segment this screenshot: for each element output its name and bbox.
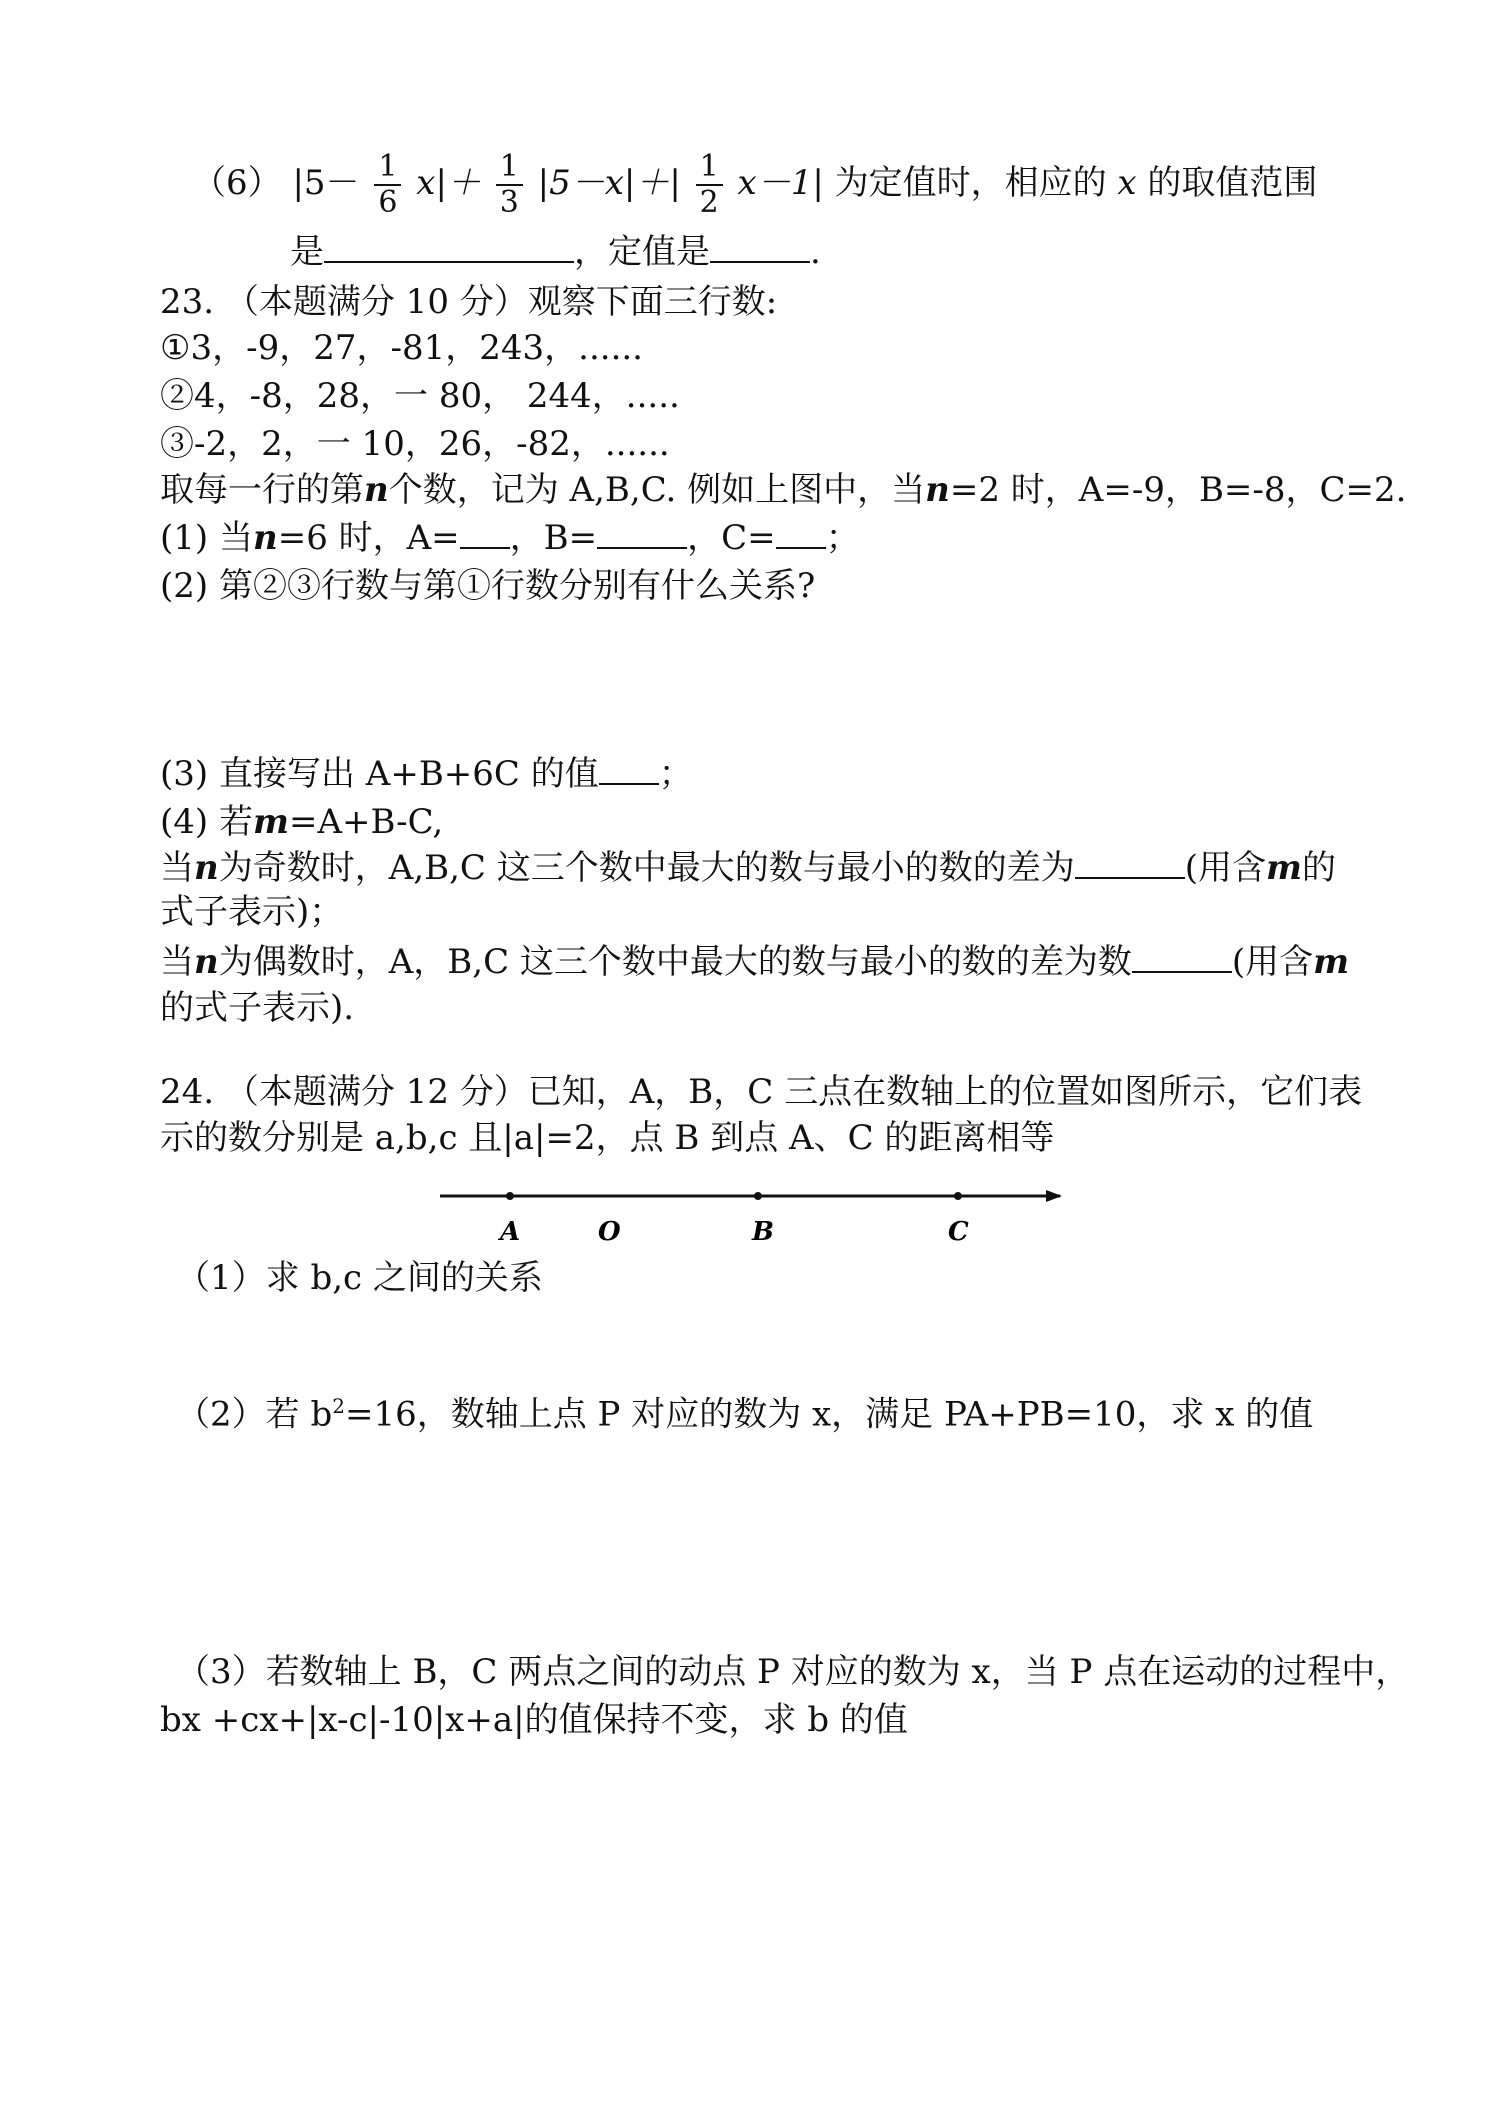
answer-blank-range[interactable] <box>324 231 574 263</box>
fraction-one-sixth <box>374 150 401 220</box>
q24-title: 24. （本题满分 12 分）已知，A，B，C 三点在数轴上的位置如图所示，它们表 <box>160 1072 1363 1112</box>
answer-blank-value[interactable] <box>710 231 810 263</box>
q23-intro-end: =2 时，A=-9，B=-8，C=2. <box>949 470 1407 510</box>
q23-p4b-mid: 为偶数时，A，B,C 这三个数中最大的数与最小的数的差为数 <box>218 942 1132 982</box>
q23-p4b-n: n <box>194 942 219 982</box>
answer-blank-sum[interactable] <box>599 753 659 785</box>
q22-6-label: （6） <box>192 163 282 203</box>
q23-row3: ③-2，2，一 10，26，-82，...... <box>160 424 670 464</box>
point-c <box>954 1192 962 1200</box>
number-line-arrow-icon <box>1046 1190 1062 1202</box>
fraction-one-half <box>696 150 723 220</box>
q23-intro-pre: 取每一行的第 <box>160 470 364 510</box>
q23-p4a-tail: 的 <box>1301 848 1336 888</box>
abs1-post: x|＋ <box>416 163 481 203</box>
q23-p3-end: ； <box>658 754 693 794</box>
q23-p1-b: ，B= <box>509 518 598 558</box>
q23-p1-end: ； <box>825 518 860 558</box>
q23-part2: (2) 第②③行数与第①行数分别有什么关系? <box>160 566 816 606</box>
frac1-den: 6 <box>378 185 398 220</box>
label-a: A <box>500 1217 521 1247</box>
abs3-post: x－1| <box>737 163 824 203</box>
q22-6-line2 <box>290 230 821 274</box>
q23-part4a <box>160 846 1336 890</box>
q23-p3-pre: (3) 直接写出 A+B+6C 的值 <box>160 754 599 794</box>
q22-6-text-end: 的取值范围 <box>1147 163 1318 203</box>
abs1-pre: |5－ <box>292 163 360 203</box>
q23-part4b <box>160 940 1349 984</box>
q23-intro-n: n <box>364 470 389 510</box>
q24-p2-post: =16，数轴上点 P 对应的数为 x，满足 PA+PB=10，求 x 的值 <box>344 1394 1314 1435</box>
q22-6-line1 <box>192 150 1317 220</box>
q23-part3 <box>160 752 693 796</box>
q24-p2-sup: 2 <box>332 1394 345 1418</box>
fraction-one-third <box>496 150 523 220</box>
q22-6-line2-mid: ，定值是 <box>574 232 710 272</box>
q22-6-var-x: x <box>1117 163 1137 203</box>
q23-intro <box>160 468 1407 512</box>
point-b <box>754 1192 762 1200</box>
answer-blank-odd[interactable] <box>1075 847 1185 879</box>
q23-part4 <box>160 800 443 844</box>
q22-6-line2-pre: 是 <box>290 232 324 272</box>
q23-p4a-n: n <box>194 848 219 888</box>
q23-p4b-m: m <box>1313 942 1350 982</box>
frac1-num: 1 <box>374 150 401 186</box>
q23-p1-pre: (1) 当 <box>160 518 253 558</box>
q23-row1: ①3，-9，27，-81，243，...... <box>160 328 643 368</box>
q23-row2: ②4，-8，28，一 80， 244，..... <box>160 376 680 416</box>
q24-part3-line2: bx +cx+|x-c|-10|x+a|的值保持不变，求 b 的值 <box>160 1700 908 1740</box>
answer-blank-b[interactable] <box>597 517 687 549</box>
q23-part1 <box>160 516 860 560</box>
q23-p4a-m: m <box>1265 848 1302 888</box>
q23-title: 23. （本题满分 10 分）观察下面三行数: <box>160 282 778 322</box>
answer-blank-even[interactable] <box>1132 941 1232 973</box>
label-b: B <box>752 1217 774 1247</box>
q23-p4b-end: (用含 <box>1231 942 1314 982</box>
q24-part2 <box>176 1384 1313 1436</box>
q23-part4b-line2: 的式子表示). <box>160 988 355 1028</box>
q23-p4b-pre: 当 <box>160 942 194 982</box>
label-c: C <box>948 1217 969 1247</box>
q23-part4a-line2: 式子表示)； <box>160 892 344 932</box>
q22-6-line2-end: . <box>810 232 821 272</box>
q23-p4-m: m <box>252 802 289 842</box>
q24-title-line2: 示的数分别是 a,b,c 且|a|=2，点 B 到点 A、C 的距离相等 <box>160 1118 1055 1158</box>
answer-blank-a[interactable] <box>460 517 510 549</box>
q22-6-text-after: 为定值时，相应的 <box>834 163 1107 203</box>
frac2-num: 1 <box>496 150 523 186</box>
q24-part1: （1）求 b,c 之间的关系 <box>176 1258 543 1298</box>
q23-intro-post: 个数，记为 A,B,C. 例如上图中，当 <box>388 470 926 510</box>
label-o: O <box>598 1217 621 1247</box>
q23-p4a-end: (用含 <box>1184 848 1266 888</box>
q23-p1-c: ，C= <box>687 518 776 558</box>
q23-p1-mid: =6 时，A= <box>277 518 460 558</box>
q23-p4-post: =A+B-C, <box>288 802 444 842</box>
frac3-den: 2 <box>699 185 719 220</box>
answer-blank-c[interactable] <box>776 517 826 549</box>
frac2-den: 3 <box>499 185 519 220</box>
q23-intro-n2: n <box>925 470 950 510</box>
q24-p2-pre: （2）若 b <box>176 1394 333 1435</box>
q23-p4a-pre: 当 <box>160 848 194 888</box>
q24-part3: （3）若数轴上 B，C 两点之间的动点 P 对应的数为 x，当 P 点在运动的过程中， <box>176 1652 1410 1692</box>
point-a <box>506 1192 514 1200</box>
q23-p4a-mid: 为奇数时，A,B,C 这三个数中最大的数与最小的数的差为 <box>218 848 1075 888</box>
frac3-num: 1 <box>696 150 723 186</box>
abs2: |5－x|＋| <box>537 163 681 203</box>
q23-p1-n: n <box>252 518 278 558</box>
q23-p4-pre: (4) 若 <box>160 802 253 842</box>
